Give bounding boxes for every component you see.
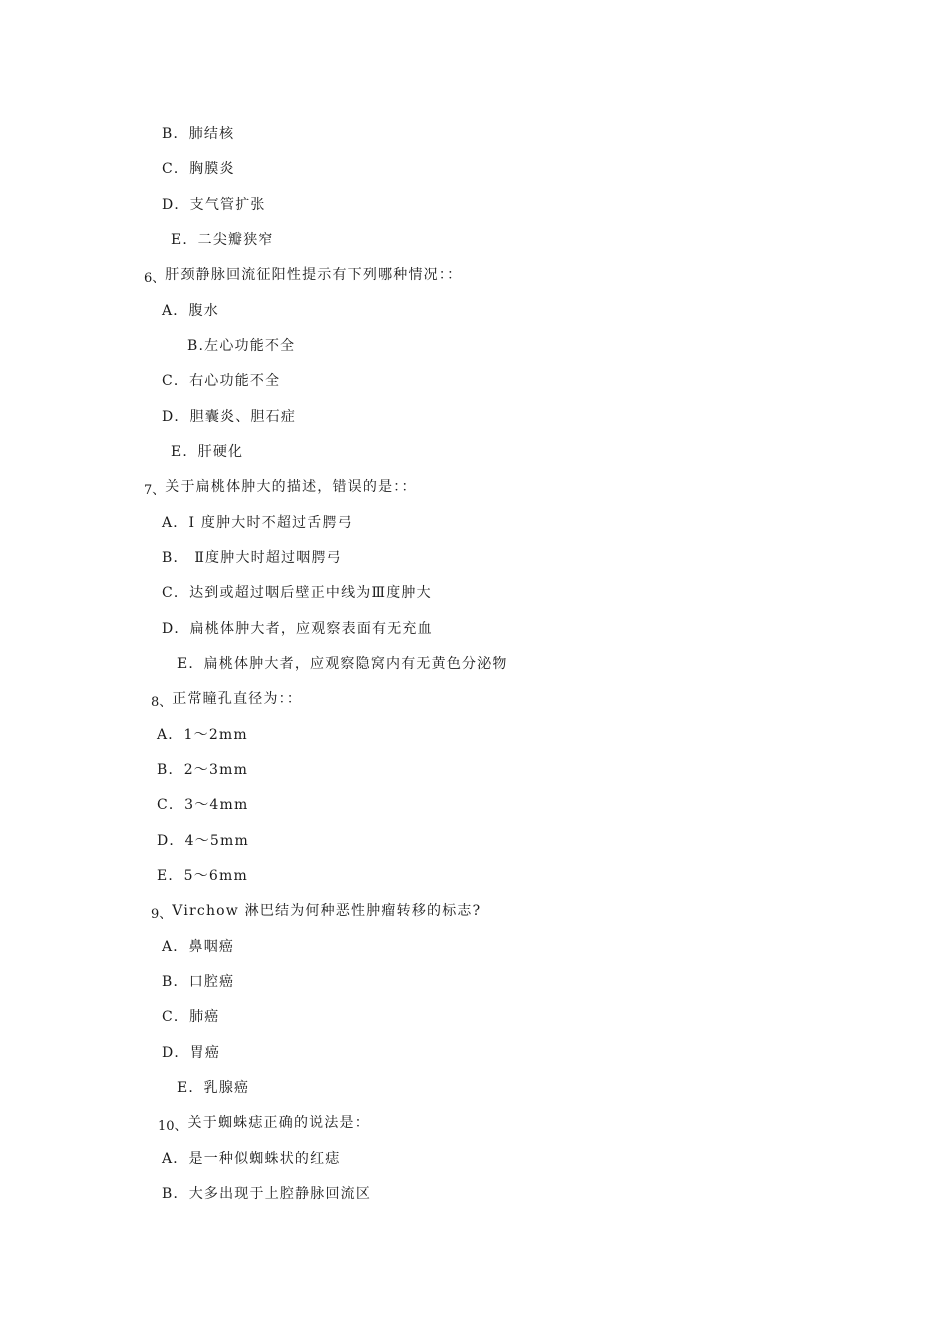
q7-option-e: E．扁桃体肿大者，应观察隐窝内有无黄色分泌物	[177, 656, 508, 672]
question-number: 7、	[144, 483, 166, 498]
q6-option-b: B.左心功能不全	[187, 338, 296, 354]
q7-option-d: D．扁桃体肿大者，应观察表面有无充血	[162, 621, 433, 637]
q9-option-e: E．乳腺癌	[177, 1080, 250, 1096]
question-9: 9、Virchow 淋巴结为何种恶性肿瘤转移的标志?	[151, 903, 482, 922]
q9-option-c: C．肺癌	[162, 1009, 220, 1025]
q10-option-a: A．是一种似蜘蛛状的红痣	[162, 1151, 341, 1167]
question-number: 10、	[158, 1119, 188, 1134]
q5-option-e: E．二尖瓣狭窄	[171, 232, 274, 248]
q5-option-c: C．胸膜炎	[162, 161, 235, 177]
q8-option-b: B．2～3mm	[157, 762, 249, 778]
q6-option-a: A．腹水	[162, 303, 219, 319]
q9-option-b: B．口腔癌	[162, 974, 235, 990]
q5-option-d: D．支气管扩张	[162, 197, 266, 213]
q6-option-c: C．右心功能不全	[162, 373, 281, 389]
q10-option-b: B．大多出现于上腔静脉回流区	[162, 1186, 372, 1202]
q6-option-d: D．胆囊炎、胆石症	[162, 409, 297, 425]
q9-option-d: D．胃癌	[162, 1045, 221, 1061]
q5-option-b: B．肺结核	[162, 126, 235, 142]
question-8: 8、正常瞳孔直径为：：	[151, 691, 303, 710]
q7-option-a: A．I 度肿大时不超过舌腭弓	[162, 515, 353, 531]
question-number: 8、	[151, 695, 173, 710]
q7-option-c: C．达到或超过咽后壁正中线为Ⅲ度肿大	[162, 585, 432, 601]
question-6: 6、肝颈静脉回流征阳性提示有下列哪种情况：：	[144, 267, 463, 286]
question-number: 6、	[144, 271, 166, 286]
q6-option-e: E．肝硬化	[171, 444, 244, 460]
q7-option-b: B． Ⅱ度肿大时超过咽腭弓	[162, 550, 342, 566]
question-7: 7、关于扁桃体肿大的描述，错误的是：：	[144, 479, 417, 498]
q8-option-a: A．1～2mm	[157, 727, 248, 743]
q8-option-e: E．5～6mm	[157, 868, 248, 884]
question-number: 9、	[151, 907, 173, 922]
q9-option-a: A．鼻咽癌	[162, 939, 235, 955]
question-10: 10、关于蜘蛛痣正确的说法是：	[158, 1115, 370, 1134]
q8-option-c: C．3～4mm	[157, 797, 249, 813]
q8-option-d: D．4～5mm	[157, 833, 249, 849]
